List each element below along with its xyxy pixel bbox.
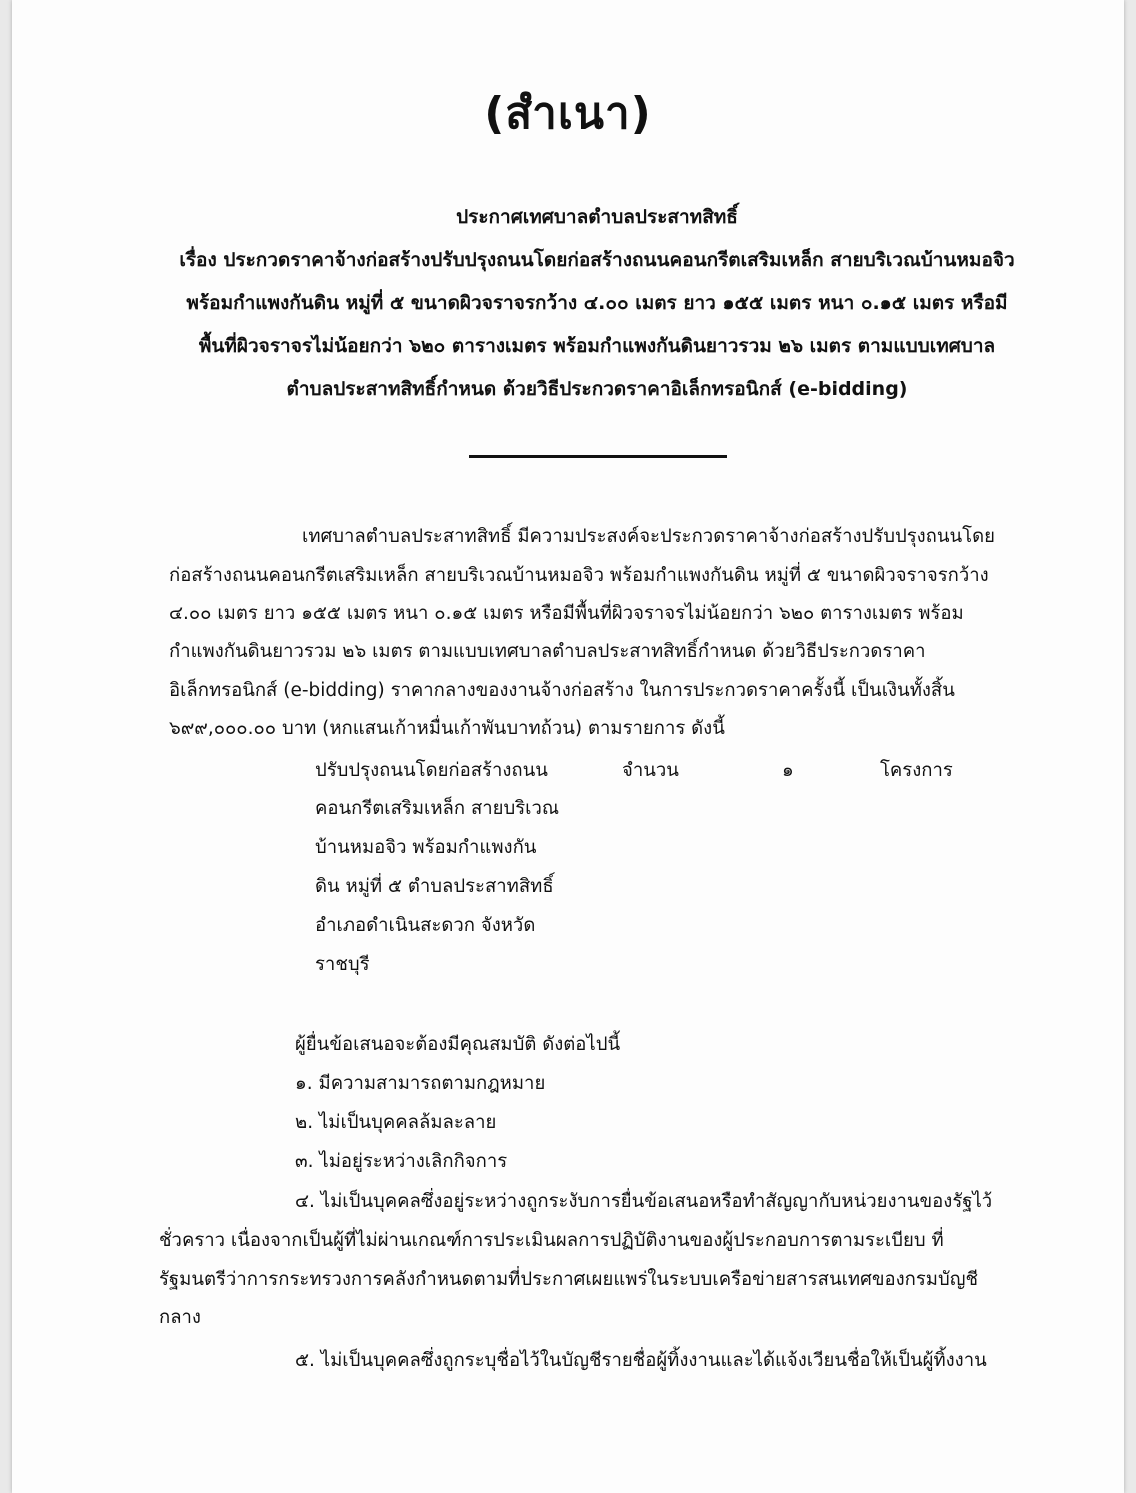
item-description-line: ปรับปรุงถนนโดยก่อสร้างถนน — [315, 760, 548, 781]
intro-line: ๖๙๙,๐๐๐.๐๐ บาท (หกแสนเก้าหมื่นเก้าพันบาทถ้วน) ตามรายการ ดังนี้ — [169, 718, 725, 739]
qualification-item: ๕. ไม่เป็นบุคคลซึ่งถูกระบุชื่อไว้ในบัญชีรายชื่อผู้ทิ้งงานและได้แจ้งเวียนชื่อให้เป็นผู้ทิ้งงาน — [295, 1350, 987, 1371]
qualification-continuation: ชั่วคราว เนื่องจากเป็นผู้ที่ไม่ผ่านเกณฑ์การประเมินผลการปฏิบัติงานของผู้ประกอบการตามระเบียบ ที่ — [159, 1230, 944, 1251]
copy-mark: (สำเนา) — [484, 88, 652, 139]
item-quantity-value: ๑ — [782, 760, 794, 781]
qualification-continuation: รัฐมนตรีว่าการกระทรวงการคลังกำหนดตามที่ประกาศเผยแพร่ในระบบเครือข่ายสารสนเทศของกรมบัญชี — [159, 1269, 979, 1290]
qualification-item: ๒. ไม่เป็นบุคคลล้มละลาย — [295, 1112, 497, 1133]
title-line: ตำบลประสาทสิทธิ์กำหนด ด้วยวิธีประกวดราคาอิเล็กทรอนิกส์ (e-bidding) — [286, 378, 908, 400]
intro-line: ๔.๐๐ เมตร ยาว ๑๕๕ เมตร หนา ๐.๑๕ เมตร หรือมีพื้นที่ผิวจราจรไม่น้อยกว่า ๖๒๐ ตารางเมตร พร้อม — [169, 603, 964, 624]
title-line: เรื่อง ประกวดราคาจ้างก่อสร้างปรับปรุงถนนโดยก่อสร้างถนนคอนกรีตเสริมเหล็ก สายบริเวณบ้านหมอจิว — [179, 249, 1015, 271]
item-description-line: อำเภอดำเนินสะดวก จังหวัด — [315, 915, 536, 936]
intro-line: ก่อสร้างถนนคอนกรีตเสริมเหล็ก สายบริเวณบ้านหมอจิว พร้อมกำแพงกันดิน หมู่ที่ ๕ ขนาดผิวจราจรกว้าง — [169, 565, 989, 586]
item-description-line: คอนกรีตเสริมเหล็ก สายบริเวณ — [315, 798, 560, 819]
item-description-line: ราชบุรี — [315, 954, 370, 975]
qualification-item: ๑. มีความสามารถตามกฎหมาย — [295, 1073, 546, 1094]
document-page — [12, 0, 1124, 1493]
title-line: ประกาศเทศบาลตำบลประสาทสิทธิ์ — [456, 206, 738, 228]
title-divider — [469, 455, 727, 458]
title-line: พื้นที่ผิวจราจรไม่น้อยกว่า ๖๒๐ ตารางเมตร พร้อมกำแพงกันดินยาวรวม ๒๖ เมตร ตามแบบเทศบาล — [198, 335, 996, 357]
intro-line: อิเล็กทรอนิกส์ (e-bidding) ราคากลางของงานจ้างก่อสร้าง ในการประกวดราคาครั้งนี้ เป็นเงินทั้งสิ้น — [169, 680, 955, 701]
intro-line: กำแพงกันดินยาวรวม ๒๖ เมตร ตามแบบเทศบาลตำบลประสาทสิทธิ์กำหนด ด้วยวิธีประกวดราคา — [169, 641, 926, 662]
title-line: พร้อมกำแพงกันดิน หมู่ที่ ๕ ขนาดผิวจราจรกว้าง ๔.๐๐ เมตร ยาว ๑๕๕ เมตร หนา ๐.๑๕ เมตร หรือมี — [186, 292, 1008, 314]
item-description-line: ดิน หมู่ที่ ๕ ตำบลประสาทสิทธิ์ — [315, 876, 554, 897]
qualification-item: ๓. ไม่อยู่ระหว่างเลิกกิจการ — [295, 1151, 508, 1172]
item-description-line: บ้านหมอจิว พร้อมกำแพงกัน — [315, 837, 537, 858]
item-unit: โครงการ — [880, 760, 953, 781]
qualifications-heading: ผู้ยื่นข้อเสนอจะต้องมีคุณสมบัติ ดังต่อไปนี้ — [295, 1034, 621, 1055]
announcement-title — [162, 196, 1032, 411]
intro-line: เทศบาลตำบลประสาทสิทธิ์ มีความประสงค์จะประกวดราคาจ้างก่อสร้างปรับปรุงถนนโดย — [302, 526, 995, 547]
item-quantity-label: จำนวน — [622, 760, 679, 781]
qualification-continuation: กลาง — [159, 1307, 201, 1328]
qualification-item: ๔. ไม่เป็นบุคคลซึ่งอยู่ระหว่างถูกระงับการยื่นข้อเสนอหรือทำสัญญากับหน่วยงานของรัฐไว้ — [295, 1191, 993, 1212]
